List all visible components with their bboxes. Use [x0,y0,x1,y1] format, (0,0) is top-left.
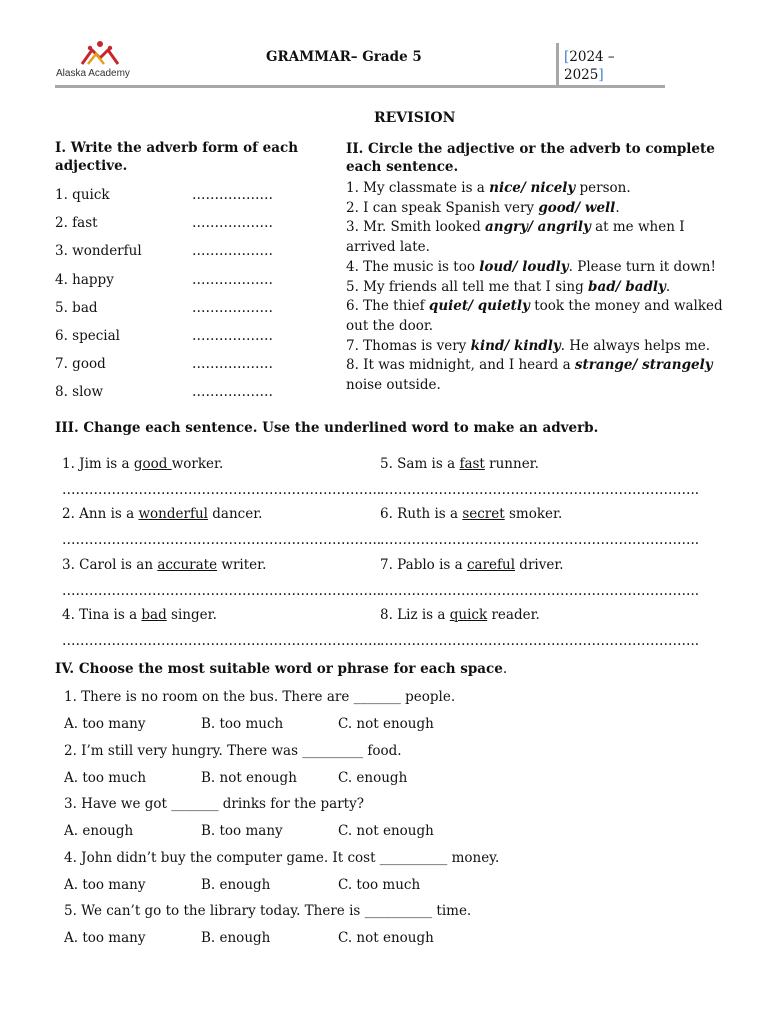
sentence-item [346,199,738,219]
option-c: C. not enough [338,930,434,946]
answer-line: …………………………………………………………….. [62,482,382,498]
answer-blank: ……………… [192,215,273,232]
sentence-text: 3. Carol is an [62,556,158,573]
year-line-1: 2024 – [569,49,615,65]
answer-blank: ……………… [192,384,273,401]
option-a: A. too many [64,930,146,946]
sentence-item [346,297,738,336]
section-4-heading-period: . [502,661,508,677]
option-c: C. too much [338,876,421,893]
year-divider [556,43,559,87]
option-c: C. enough [338,769,408,786]
choice-options: strange/ strangely [574,357,713,374]
choice-options: kind/ kindly [470,337,561,354]
sentence-text: . [615,199,620,216]
option-c: C. not enough [338,716,434,732]
sentence-item [346,179,738,199]
academy-logo-icon [76,40,126,66]
sentence-text: 2. Ann is a [62,506,139,523]
answer-blank: ……………… [192,271,273,288]
option-a: A. too much [64,769,147,786]
sentence-text: . [665,278,671,295]
section-1-heading: I. Write the adverb form of each adjective. [55,140,299,174]
section-4-heading-text: IV. Choose the most suitable word or phrase for each space [55,661,503,677]
sentence-item [62,556,266,574]
sentence-item [380,606,540,624]
answer-line: …………………………………………………………….. [62,582,382,599]
choice-options: quiet/ quietly [428,298,530,315]
sentence-text: took the money and walked out the door. [346,298,723,334]
choice-options: bad/ badly [588,278,666,295]
choice-options: nice/ nicely [489,180,576,196]
year-bracket-close: ] [598,67,604,83]
adjective-item: 7. good [55,356,106,373]
sentence-text: worker. [171,456,224,472]
choice-options: good/ well [538,199,616,216]
sentence-text: 8. Liz is a [380,606,450,623]
underlined-word: wonderful [138,506,208,523]
option-b: B. enough [201,876,271,893]
sentence-item [62,606,217,624]
year-bracket-open: [ [564,49,570,65]
answer-line: …………………………………………………………….. [380,582,700,599]
page-title: GRAMMAR– Grade 5 [266,49,422,65]
sentence-item [346,278,738,298]
question-text: 3. Have we got _______ drinks for the party? [64,796,364,812]
section-3-heading: III. Change each sentence. Use the underlined word to make an adverb. [55,420,599,436]
adjective-item: 6. special [55,328,120,344]
underlined-word: secret [462,506,505,523]
section-2-heading: II. Circle the adjective or the adverb to complete each sentence. [346,141,715,175]
option-a: A. too many [64,716,146,732]
sentence-item [380,455,539,473]
adjective-item: 3. wonderful [55,243,142,260]
answer-blank: ……………… [192,299,273,316]
sentence-item [380,556,564,574]
sentence-text: driver. [515,556,564,573]
choice-options: loud/ loudly [479,258,569,275]
underlined-word: quick [449,606,488,623]
sentence-text: 6. The thief [346,298,429,315]
sentence-text: 5. My friends all tell me that I sing [346,278,589,295]
sentence-text: singer. [166,606,217,623]
section-2-list [346,179,738,396]
option-b: B. not enough [201,769,297,786]
year-line-2: 2025 [564,67,599,83]
sentence-item [62,505,262,523]
answer-line: …………………………………………………………….. [62,532,382,549]
sentence-text: . Please turn it down! [568,258,716,275]
answer-blank: ……………… [192,187,273,203]
sentence-text: 4. Tina is a [62,606,142,623]
adjective-item: 5. bad [55,299,98,316]
sentence-item [380,505,562,523]
sentence-text: runner. [484,456,539,472]
sentence-text: . He always helps me. [560,337,711,354]
question-text: 2. I’m still very hungry. There was _________ food. [64,742,402,759]
sentence-text: 1. My classmate is a [346,180,490,196]
sentence-text: 7. Pablo is a [380,556,467,573]
adjective-item: 1. quick [55,187,110,203]
sentence-item [346,258,738,278]
answer-line: …………………………………………………………….. [380,532,700,549]
school-year [564,48,615,84]
sentence-text: 8. It was midnight, and I heard a [346,357,575,374]
underlined-word: good [133,456,172,472]
sentence-text: 4. The music is too [346,258,480,275]
sentence-text: person. [575,180,631,196]
sentence-text: reader. [487,606,540,623]
adjective-item: 2. fast [55,215,98,232]
answer-blank: ……………… [192,356,273,373]
sentence-item [62,455,223,473]
answer-blank: ……………… [192,328,273,344]
section-4-heading [55,660,507,678]
sentence-text: 2. I can speak Spanish very [346,199,539,216]
logo-text: Alaska Academy [56,68,130,79]
sentence-text: noise outside. [346,377,441,394]
adjective-item: 4. happy [55,271,114,288]
option-b: B. too many [201,823,283,839]
underlined-word: accurate [157,556,218,573]
underlined-word: careful [466,556,516,573]
option-b: B. too much [201,716,284,732]
sentence-item [346,337,738,357]
logo [56,40,142,82]
option-c: C. not enough [338,823,434,839]
answer-line: …………………………………………………………….. [380,632,700,649]
underlined-word: bad [141,606,167,623]
sentence-text: dancer. [207,506,263,523]
question-text: 1. There is no room on the bus. There are _______ people. [64,689,456,705]
sentence-text: 7. Thomas is very [346,337,471,354]
underlined-word: fast [459,456,485,472]
adjective-item: 8. slow [55,384,104,401]
option-a: A. too many [64,876,146,893]
sentence-item [346,218,738,257]
question-text: 5. We can’t go to the library today. There is __________ time. [64,903,472,919]
sentence-text: smoker. [504,506,563,523]
header-divider [55,85,665,88]
revision-title: REVISION [374,110,456,126]
sentence-text: 6. Ruth is a [380,506,463,523]
question-text: 4. John didn’t buy the computer game. It cost __________ money. [64,849,500,866]
sentence-item [346,356,738,395]
sentence-text: writer. [217,556,267,573]
choice-options: angry/ angrily [485,219,591,236]
answer-line: …………………………………………………………….. [62,632,382,649]
sentence-text: 5. Sam is a [380,456,460,472]
answer-line: …………………………………………………………….. [380,482,700,498]
answer-blank: ……………… [192,243,273,260]
sentence-text: 1. Jim is a [62,456,134,472]
sentence-text: at me when I arrived late. [346,219,685,256]
option-b: B. enough [201,930,271,946]
sentence-text: 3. Mr. Smith looked [346,219,486,236]
option-a: A. enough [64,823,134,839]
